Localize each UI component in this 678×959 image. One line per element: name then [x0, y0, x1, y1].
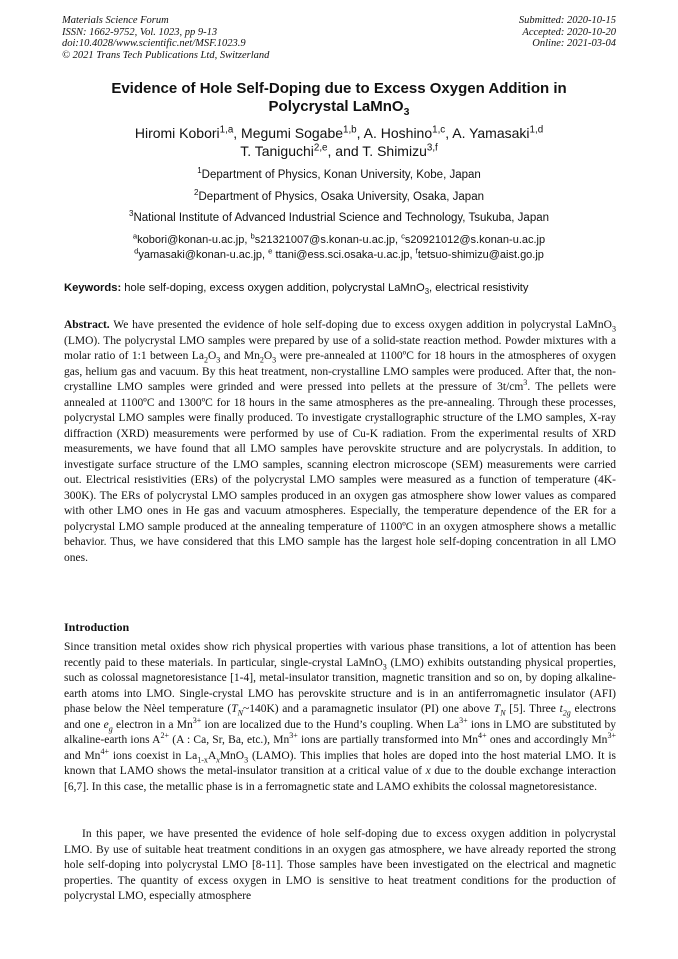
affiliation-3: $^3$National Institute of Advanced Industrial Science and Technology, Tsukuba, Japan: [128, 209, 550, 224]
submitted-date: Submitted: 2020-10-15: [518, 15, 616, 26]
keywords-label: Keywords:: [64, 282, 122, 294]
abstract-label: Abstract.: [64, 319, 110, 331]
title-line-2: Polycrystal LaMnO$_3$: [268, 98, 410, 118]
accepted-date: Accepted: 2020-10-20: [522, 26, 616, 38]
section-heading-introduction: Introduction: [64, 620, 130, 634]
intro-paragraph-1: Since transition metal oxides show rich physical properties with various phase transitions, a lot of attention has been recently paid to these materials. In particular, single-crystal LaMnO$_3$ (LMO) exhibits outstanding physical properties, such as colossal magnetoresistance [1-4], metal-insulator transition, magnetic transition and so on, by doping alkaline-earth atoms into LMO. Single-crystal LMO has perovskite structure and is in an antiferromagnetic insulator (AFI) phase below the Nèel temperature $(T_N\sim 140K)$ and a paramagnetic insulator (PI) one above $T_N$ [5]. Three $t_{2g}$ electrons and one $e_g$ electron in a $Mn^{3+}$ ion are localized due to the Hund’s coupling. When $La^{3+}$ ions in LMO are substituted by alkaline-earth ions $A^{2+}$ (A : Ca, Sr, Ba, etc.), $Mn^{3+}$ ions are partially transformed into $Mn^{4+}$ ones and accordingly $Mn^{3+}$ and $Mn^{4+}$ ions coexist in $La_{1-x}A_xMnO_3$ (LAMO). This implies that holes are doped into the host material LMO. It is known that LAMO shows the metal-insulator transition at a critical value of x due to the double exchange interaction [6,7]. In this case, the metallic phase is in a ferromagnetic state and LAMO exhibits the colossal magnetoresistance.: [64, 641, 617, 793]
author-list: [60, 124, 618, 160]
email-line-1: $^a$kobori@konan-u.ac.jp, $^b$s21321007@s.konan-u.ac.jp, $^c$s20921012@s.konan-u.ac.jp: [132, 231, 546, 246]
affiliation-2: $^2$Department of Physics, Osaka University, Osaka, Japan: [194, 188, 484, 203]
journal-header-right: [519, 15, 616, 50]
journal-header-left: [62, 15, 269, 61]
journal-name: Materials Science Forum: [62, 15, 169, 26]
author-line-2: T. Taniguchi$^{2,e}$, and T. Shimizu$^{3,f}$: [240, 142, 438, 159]
online-date: Online: 2021-03-04: [532, 38, 616, 50]
email-line-2: $^d$yamasaki@konan-u.ac.jp, $^e$ ttani@ess.sci.osaka-u.ac.jp, $^f$tetsuo-shimizu@aist.go.jp: [134, 246, 544, 261]
author-line-1: Hiromi Kobori$^{1,a}$, Megumi Sogabe$^{1,b}$, A. Hoshino$^{1,c}$, A. Yamasaki$^{1,d}$: [134, 124, 544, 141]
intro-paragraph-2: In this paper, we have presented the evidence of hole self-doping due to excess oxygen addition in polycrystal LMO. By use of suitable heat treatment conditions in an oxygen gas atmosphere, we have already reported the strong hole self-doping into polycrystal LMO [8-11]. Those samples have been investigated on the electrical and magnetic properties. The quantity of excess oxygen in LMO is sensitive to heat treatment conditions for the production of polycrystal LMO, especially atmosphere: [64, 828, 616, 902]
journal-issn: ISSN: 1662-9752, Vol. 1023, pp 9-13: [62, 26, 218, 38]
paper-title: [60, 80, 618, 116]
affiliation-1: $^1$Department of Physics, Konan University, Kobe, Japan: [197, 166, 481, 181]
abstract-paragraph: Abstract. We have presented the evidence of hole self-doping due to excess oxygen addition in polycrystal LaMnO$_3$ (LMO). The polycrystal LMO samples were prepared by use of a solid-state reaction method. Powder mixtures with a molar ratio of 1:1 between $La_2O_3$ and $Mn_2O_3$ were pre-annealed at 1100ºC for 18 hours in the atmospheres of oxygen gas, helium gas and vacuum. By this heat treatment, non-crystalline LMO samples were produced. After that, the non-crystalline LMO samples were grinded and were pressed into pellets at the pressure of $3t/cm^3$. The pellets were annealed at 1100ºC and 1300ºC for 18 hours in the same atmospheres as the pre-annealing. Through these processes, polycrystal LMO samples were finally produced. To investigate crystallographic structure of the LMO samples, X-ray diffraction (XRD) measurements were performed by use of Cu-K radiation. From the experimental results of XRD measurements, we have found that all LMO samples have perovskite structure and are polycrystals. In addition, to investigate surface structure of the LMO samples, scanning electron microscope (SEM) measurements were carried out. Electrical resistivities (ERs) of the polycrystal LMO samples were measured as a function of temperature (4K-300K). The ERs of polycrystal LMO samples produced in an oxygen gas atmosphere show lower values as compared with other LMO ones in He gas and vacuum atmospheres. Especially, the temperature dependence of the ER for a polycrystal LMO sample produced at the annealing temperature of 1100ºC in an oxygen atmosphere shows a metallic behavior. Thus, we have considered that this LMO sample has the largest hole self-doping concentration in all LMO ones.: [64, 319, 616, 564]
title-line-1: Evidence of Hole Self-Doping due to Excess Oxygen Addition in: [111, 80, 567, 97]
journal-doi: doi:10.4028/www.scientific.net/MSF.1023.9: [62, 38, 246, 50]
keywords: Keywords: hole self-doping, excess oxygen addition, polycrystal LaMnO$_3$, electrical resistivity: [64, 282, 529, 297]
journal-copyright: © 2021 Trans Tech Publications Ltd, Switzerland: [62, 49, 270, 61]
